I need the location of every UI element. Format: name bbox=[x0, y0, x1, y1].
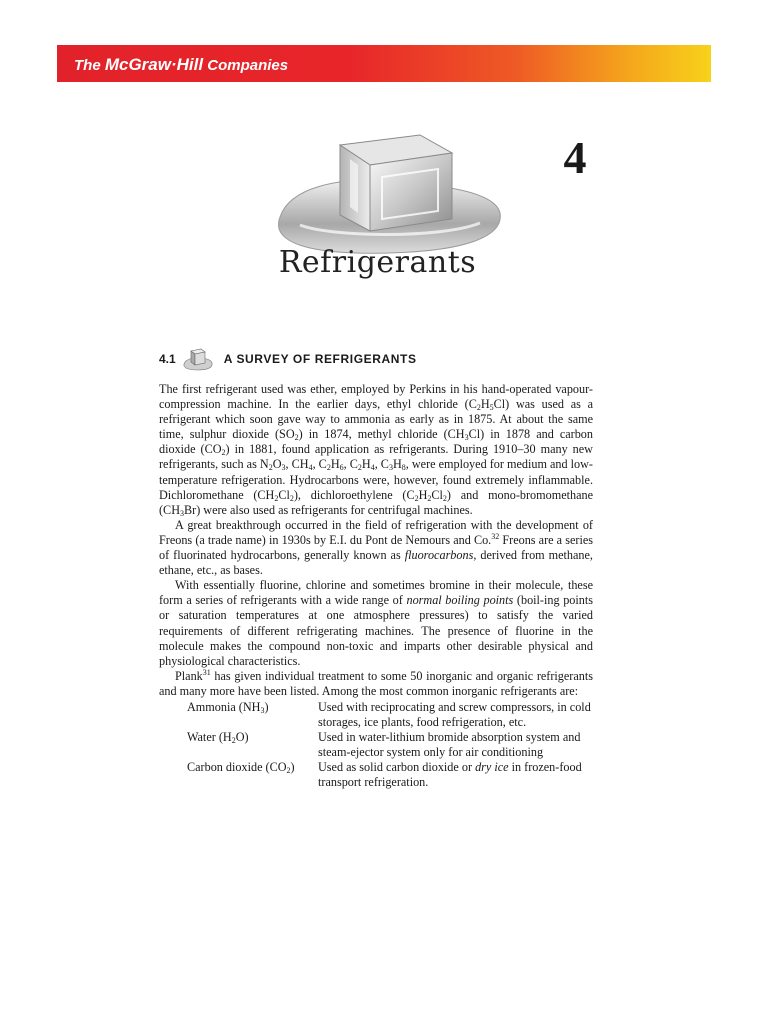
refrigerant-use: Used in water-lithium bromide absorption system and steam-ejector system only for air conditioning bbox=[318, 730, 581, 760]
subscript: 3 bbox=[464, 433, 469, 443]
subscript: 3 bbox=[281, 463, 286, 473]
subscript: 2 bbox=[442, 493, 447, 503]
subscript: 2 bbox=[476, 403, 481, 413]
text: The first refrigerant used was ether, employed by Perkins in his hand-operated vapour-compression machine. In the earlier days, ethyl chloride (C bbox=[159, 382, 593, 412]
emphasis: fluorocarbons bbox=[404, 548, 474, 563]
refrigerant-use bbox=[318, 760, 593, 790]
subscript: 2 bbox=[326, 463, 331, 473]
emphasis: dry ice bbox=[475, 760, 509, 775]
subscript: 2 bbox=[221, 448, 226, 458]
text: Freons are a series of fluorinated hydrocarbons, generally known as bbox=[159, 532, 593, 563]
publisher-logo bbox=[74, 55, 288, 75]
refrigerant-row bbox=[187, 700, 593, 730]
text: Br) were also used as refrigerants for centrifugal machines. bbox=[184, 502, 473, 517]
subscript: 2 bbox=[268, 463, 273, 473]
paragraph-3 bbox=[159, 578, 593, 669]
subscript: 2 bbox=[274, 493, 279, 503]
refrigerant-name bbox=[187, 730, 318, 760]
subscript: 8 bbox=[401, 463, 406, 473]
text: ) in 1881, found application as refrigerants. During 1910–30 many new refrigerants, such as N bbox=[159, 442, 593, 472]
subscript: 2 bbox=[427, 493, 432, 503]
subscript: 2 bbox=[357, 463, 362, 473]
subscript: 2 bbox=[231, 736, 236, 746]
text: O) bbox=[235, 730, 249, 745]
refrigerant-row bbox=[187, 730, 593, 760]
text: ) bbox=[290, 760, 295, 775]
subscript: 4 bbox=[370, 463, 375, 473]
refrigerant-name bbox=[187, 760, 318, 790]
subscript: 2 bbox=[286, 766, 291, 776]
paragraph-2 bbox=[159, 518, 593, 578]
text: Cl) in 1878 and carbon dioxide (CO bbox=[159, 427, 593, 457]
text: , C bbox=[312, 457, 327, 472]
text: Used as solid carbon dioxide or bbox=[318, 760, 476, 775]
subscript: 3 bbox=[180, 508, 184, 518]
text: , derived from methane, ethane, etc., as bases. bbox=[159, 548, 593, 578]
subscript: 3 bbox=[260, 705, 265, 715]
paragraph-1 bbox=[159, 382, 593, 518]
chapter-body bbox=[159, 382, 593, 791]
text: H bbox=[480, 397, 490, 412]
text: A great breakthrough occurred in the field of refrigeration with the development of Freons (a trade name) in 1930s by E.I. du Pont de Nemours and Co. bbox=[159, 517, 593, 547]
subscript: 2 bbox=[289, 493, 294, 503]
text: Water (H bbox=[187, 730, 232, 745]
logo-brand: McGraw·Hill bbox=[104, 55, 204, 74]
subscript: 3 bbox=[388, 463, 393, 473]
section-title: A SURVEY OF REFRIGERANTS bbox=[223, 352, 417, 366]
publisher-banner bbox=[57, 45, 711, 82]
text: , C bbox=[374, 457, 389, 472]
text: H bbox=[418, 487, 428, 502]
text: , CH bbox=[285, 457, 309, 472]
text: Carbon dioxide (CO bbox=[187, 760, 287, 775]
text: With essentially fluorine, chlorine and sometimes bromine in their molecule, these form a series of refrigerants with a wide range of bbox=[159, 578, 593, 608]
text: Plank bbox=[175, 668, 203, 683]
chapter-title: Refrigerants bbox=[278, 245, 477, 280]
chapter-number: 4 bbox=[563, 132, 587, 183]
reference-superscript: 31 bbox=[202, 667, 211, 677]
text: H bbox=[392, 457, 402, 472]
text: (boil-ing points or saturation temperatures at one atmosphere pressures) to satisfy the varied requirements of different refrigerating machines. The presence of fluorine in the molecule makes the compound non-toxic and imparts other desirable physical and physiological characteristics. bbox=[159, 593, 593, 668]
text: H bbox=[330, 457, 340, 472]
text: in frozen-food transport refrigeration. bbox=[318, 760, 582, 790]
section-heading bbox=[159, 345, 417, 373]
subscript: 5 bbox=[489, 403, 494, 413]
text: , were employed for medium and low-temperature refrigeration. Hydrocarbons were, however, found extremely inflammable. Dichloromethane (CH bbox=[159, 457, 593, 502]
text: Cl bbox=[431, 487, 443, 502]
text: ) in 1874, methyl chloride (CH bbox=[298, 427, 465, 442]
text: , C bbox=[343, 457, 358, 472]
logo-companies: Companies bbox=[207, 57, 289, 74]
emphasis: normal boiling points bbox=[406, 593, 514, 608]
text: ), dichloroethylene (C bbox=[293, 487, 415, 502]
ice-cube-icon bbox=[182, 346, 214, 372]
refrigerant-name bbox=[187, 700, 318, 730]
text: Cl) was used as a refrigerant which soon gave way to ammonia as early as in 1875. At about the same time, sulphur dioxide (SO bbox=[159, 397, 593, 442]
ice-cube-illustration bbox=[270, 125, 505, 265]
paragraph-4 bbox=[159, 669, 593, 699]
refrigerant-list bbox=[187, 700, 593, 791]
subscript: 4 bbox=[308, 463, 313, 473]
text: H bbox=[361, 457, 371, 472]
section-number: 4.1 bbox=[159, 352, 176, 366]
subscript: 6 bbox=[339, 463, 344, 473]
text: ) and mono-bromomethane (CH bbox=[159, 487, 593, 517]
text: has given individual treatment to some 50 inorganic and organic refrigerants and many more have been listed. Among the most common inorganic refrigerants are: bbox=[159, 668, 593, 698]
text: ) bbox=[264, 699, 269, 714]
subscript: 2 bbox=[294, 433, 299, 443]
text: Ammonia (NH bbox=[187, 699, 261, 714]
text: O bbox=[272, 457, 282, 472]
subscript: 2 bbox=[414, 493, 419, 503]
refrigerant-row bbox=[187, 760, 593, 790]
text: Cl bbox=[278, 487, 290, 502]
refrigerant-use: Used with reciprocating and screw compressors, in cold storages, ice plants, food refrigeration, etc. bbox=[318, 699, 591, 730]
logo-the: The bbox=[74, 57, 101, 74]
reference-superscript: 32 bbox=[491, 531, 500, 541]
